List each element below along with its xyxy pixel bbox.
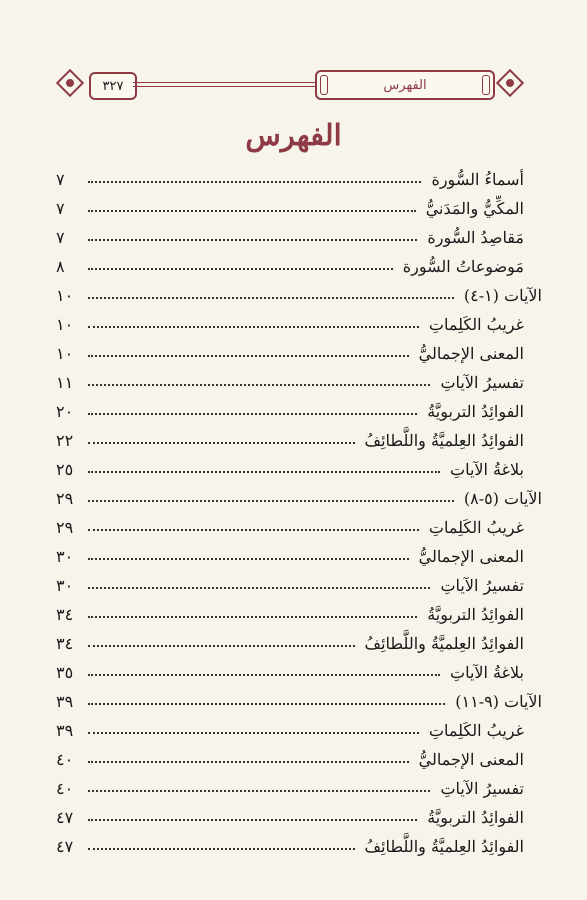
- dot-leader: [88, 587, 430, 589]
- toc-entry-page: ١٠: [56, 315, 74, 334]
- toc-entry-page: ١١: [56, 373, 74, 392]
- toc-entry-label: الفوائِدُ التربويَّةُ: [427, 605, 524, 624]
- toc-entry-page: ٧: [56, 199, 65, 218]
- dot-leader: [88, 442, 355, 444]
- toc-entry-label: مَوضوعاتُ السُّورة: [402, 257, 524, 276]
- dot-leader: [88, 616, 417, 618]
- toc-entry: [56, 450, 542, 479]
- dot-leader: [88, 790, 430, 792]
- toc-entry: [56, 769, 542, 798]
- toc-entry-label: المعنى الإجماليُّ: [418, 750, 524, 769]
- toc-entry: [56, 392, 542, 421]
- toc-entry-page: ٤٧: [56, 837, 74, 856]
- toc-entry: [56, 421, 542, 450]
- toc-entry-label: المعنى الإجماليُّ: [418, 547, 524, 566]
- toc-entry-label: المكِّيُّ والمَدَنيُّ: [425, 199, 524, 218]
- toc-entry-label: الفوائِدُ العِلميَّةُ واللَّطائِفُ: [364, 431, 524, 450]
- toc-entry: [56, 827, 542, 856]
- toc-entry-label: غريبُ الكَلِماتِ: [428, 315, 524, 334]
- toc-entry-page: ٢٩: [56, 489, 74, 508]
- toc-entry-page: ٣٩: [56, 692, 74, 711]
- toc-entry-label: مَقاصِدُ السُّورة: [427, 228, 524, 247]
- toc-entry-label: الآيات (٩-١١): [455, 692, 542, 711]
- toc-entry-page: ٣٩: [56, 721, 74, 740]
- dot-leader: [88, 500, 454, 502]
- toc-entry: [56, 160, 542, 189]
- toc-entry-page: ٣٥: [56, 663, 74, 682]
- toc-entry: [56, 508, 542, 537]
- toc-entry: [56, 653, 542, 682]
- toc-entry: [56, 624, 542, 653]
- toc-entry-page: ٣٤: [56, 605, 74, 624]
- toc-entry: [56, 363, 542, 392]
- dot-leader: [88, 239, 417, 241]
- dot-leader: [88, 558, 409, 560]
- toc-entry-page: ٤٠: [56, 779, 74, 798]
- dot-leader: [88, 529, 419, 531]
- toc-entry-page: ٧: [56, 170, 65, 189]
- toc-entry-page: ٣٠: [56, 576, 74, 595]
- toc-entry-label: الفوائِدُ العِلميَّةُ واللَّطائِفُ: [364, 837, 524, 856]
- dot-leader: [88, 819, 417, 821]
- toc-entry-label: غريبُ الكَلِماتِ: [428, 721, 524, 740]
- toc-entry-label: أسماءُ السُّورة: [431, 170, 524, 189]
- dot-leader: [88, 645, 355, 647]
- dot-leader: [88, 703, 445, 705]
- page-number: ٣٢٧: [89, 72, 137, 100]
- toc-entry: [56, 334, 542, 363]
- dot-leader: [88, 384, 430, 386]
- toc-entry-label: الآيات (١-٤): [463, 286, 542, 305]
- toc-entry-label: بلاغةُ الآياتِ: [450, 460, 524, 479]
- toc-entry-page: ٢٩: [56, 518, 74, 537]
- toc-entry-page: ٣٤: [56, 634, 74, 653]
- toc-entry-label: الفوائِدُ التربويَّةُ: [427, 402, 524, 421]
- toc-entry: [56, 682, 542, 711]
- toc-entry: [56, 595, 542, 624]
- toc-entry-page: ٤٧: [56, 808, 74, 827]
- toc-entry: [56, 218, 542, 247]
- dot-leader: [88, 674, 440, 676]
- toc-entry-page: ١٠: [56, 286, 74, 305]
- toc-entry-label: الفوائِدُ التربويَّةُ: [427, 808, 524, 827]
- toc-entry-page: ٢٢: [56, 431, 74, 450]
- dot-leader: [88, 297, 454, 299]
- toc-entry: [56, 247, 542, 276]
- toc-entry-label: بلاغةُ الآياتِ: [450, 663, 524, 682]
- toc-entry: [56, 566, 542, 595]
- toc-entry-label: تفسيرُ الآياتِ: [440, 373, 524, 392]
- toc-entry: [56, 305, 542, 334]
- toc-entry: [56, 711, 542, 740]
- toc-entry: [56, 537, 542, 566]
- toc-entry-page: ٢٠: [56, 402, 74, 421]
- toc-entry-page: ٣٠: [56, 547, 74, 566]
- toc-entry-page: ٧: [56, 228, 65, 247]
- dot-leader: [88, 326, 419, 328]
- running-title: الفهرس: [315, 70, 495, 100]
- dot-leader: [88, 761, 409, 763]
- page-header: [55, 64, 525, 104]
- dot-leader: [88, 210, 416, 212]
- toc-entry-label: المعنى الإجماليُّ: [418, 344, 524, 363]
- dot-leader: [88, 848, 355, 850]
- toc-entry-page: ٤٠: [56, 750, 74, 769]
- toc-entry-page: ١٠: [56, 344, 74, 363]
- toc-list: [56, 160, 542, 856]
- toc-entry: [56, 798, 542, 827]
- dot-leader: [88, 181, 421, 183]
- toc-entry-label: تفسيرُ الآياتِ: [440, 576, 524, 595]
- toc-entry: [56, 479, 542, 508]
- toc-entry-label: تفسيرُ الآياتِ: [440, 779, 524, 798]
- ornament-icon: [495, 68, 525, 98]
- dot-leader: [88, 355, 409, 357]
- toc-entry-page: ٨: [56, 257, 65, 276]
- toc-entry: [56, 189, 542, 218]
- toc-entry-page: ٢٥: [56, 460, 74, 479]
- toc-entry: [56, 276, 542, 305]
- dot-leader: [88, 413, 417, 415]
- toc-entry-label: الفوائِدُ العِلميَّةُ واللَّطائِفُ: [364, 634, 524, 653]
- toc-entry-label: غريبُ الكَلِماتِ: [428, 518, 524, 537]
- toc-entry: [56, 740, 542, 769]
- dot-leader: [88, 268, 393, 270]
- page-title: الفهرس: [245, 118, 342, 152]
- dot-leader: [88, 732, 419, 734]
- dot-leader: [88, 471, 440, 473]
- toc-entry-label: الآيات (٥-٨): [463, 489, 542, 508]
- ornament-icon: [55, 68, 85, 98]
